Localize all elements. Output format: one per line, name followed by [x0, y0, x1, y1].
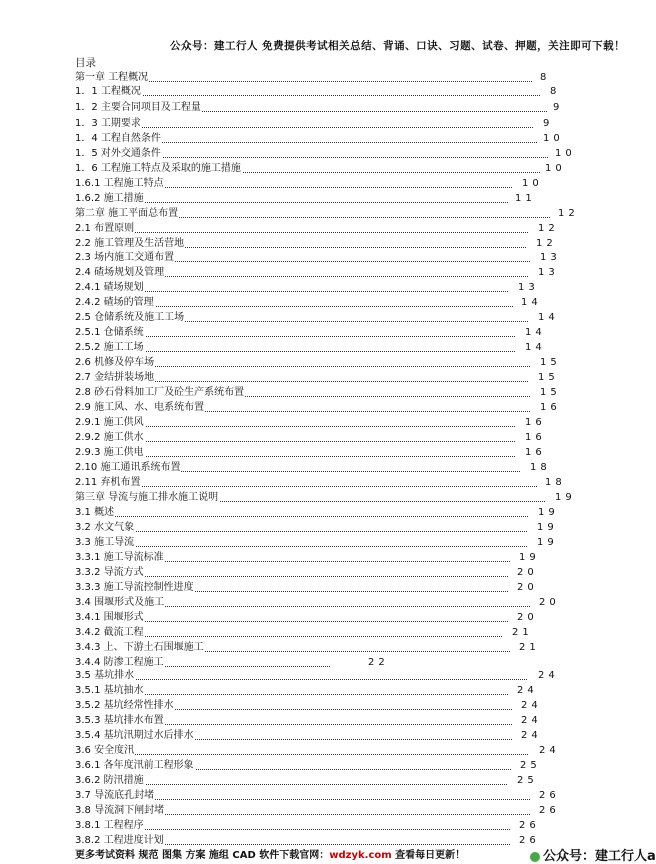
toc-entry[interactable]: [75, 370, 568, 385]
toc-entry-page: 24: [538, 670, 559, 681]
toc-entry-page: 24: [521, 730, 542, 741]
toc-entry[interactable]: [75, 236, 566, 251]
toc-entry[interactable]: [75, 803, 569, 818]
toc-entry-page: 20: [517, 582, 538, 593]
toc-entry-title: 3.4.4 防渗工程施工: [75, 657, 164, 668]
toc-entry[interactable]: [75, 100, 583, 115]
toc-entry[interactable]: [75, 116, 573, 131]
toc-entry-title: 2.5.2 施工工场: [75, 342, 144, 353]
toc-entry-page: 8: [540, 72, 551, 83]
toc-entry-page: 10: [522, 178, 543, 189]
footer-suffix: 查看每日更新！: [391, 850, 466, 861]
footer-site-link[interactable]: wdzyk.com: [329, 850, 392, 861]
toc-entry[interactable]: [75, 340, 555, 355]
page-header-notice: 公众号：建工行人 免费提供考试相关总结、背诵、口诀、习题、试卷、押题，关注即可下载！: [170, 40, 626, 52]
watermark: [530, 845, 656, 864]
toc-entry-page: 24: [521, 715, 542, 726]
toc-entry-title: 2.5 仓储系统及施工工场: [75, 312, 185, 323]
wechat-icon: [530, 852, 540, 862]
toc-entry-title: 3.5.3 基坑排水布置: [75, 715, 164, 726]
toc-entry-page: 10: [543, 133, 564, 144]
toc-entry[interactable]: [75, 400, 570, 415]
toc-entry-title: 2.10 施工通讯系统布置: [75, 462, 181, 473]
toc-entry-title: 3.6 安全度汛: [75, 745, 135, 756]
toc-entry[interactable]: [75, 161, 575, 176]
toc-entry[interactable]: [75, 131, 573, 146]
toc-entry-page: 22: [368, 657, 389, 668]
toc-entry-page: 14: [525, 327, 546, 338]
toc-entry-page: 13: [540, 252, 561, 263]
toc-entry-title: 1．4 工程自然条件: [75, 133, 161, 144]
toc-entry-title: 3.8.2 工程进度计划: [75, 835, 164, 846]
toc-entry[interactable]: [75, 445, 555, 460]
toc-entry[interactable]: [75, 818, 549, 833]
toc-entry[interactable]: [75, 430, 555, 445]
toc-entry-title: 第三章 导流与施工排水施工说明: [75, 492, 219, 503]
toc-entry-page: 24: [539, 745, 560, 756]
toc-entry-title: 3.3.1 施工导流标准: [75, 552, 164, 563]
toc-entry-page: 15: [540, 357, 561, 368]
toc-entry[interactable]: [75, 280, 548, 295]
toc-entry-page: 14: [521, 297, 542, 308]
toc-entry[interactable]: [75, 415, 555, 430]
toc-entry-page: 9: [553, 102, 564, 113]
toc-entry[interactable]: [75, 625, 542, 640]
toc-entry-title: 2.9.2 施工供水: [75, 432, 144, 443]
toc-entry-page: 20: [517, 567, 538, 578]
toc-entry[interactable]: [75, 221, 568, 236]
toc-entry[interactable]: [75, 355, 570, 370]
toc-entry-page: 19: [519, 552, 540, 563]
toc-entry-page: 26: [539, 790, 560, 801]
toc-entry-title: 第二章 施工平面总布置: [75, 208, 179, 219]
toc-entry[interactable]: [75, 595, 569, 610]
toc-entry[interactable]: [75, 250, 570, 265]
toc-entry-title: 2.7 金结拼装场地: [75, 372, 155, 383]
toc-entry[interactable]: [75, 265, 568, 280]
toc-entry-title: 3.5.1 基坑抽水: [75, 685, 144, 696]
toc-entry[interactable]: [75, 610, 547, 625]
toc-entry-page: 19: [537, 522, 558, 533]
toc-entry[interactable]: [75, 70, 570, 85]
toc-entry-page: 15: [538, 372, 559, 383]
toc-entry-title: 1.6.1 工程施工特点: [75, 178, 164, 189]
toc-entry-title: 2.1 布置原则: [75, 223, 135, 234]
toc-entry[interactable]: [75, 310, 568, 325]
toc-entry[interactable]: [75, 640, 549, 655]
toc-entry-title: 3.8.1 工程程序: [75, 820, 144, 831]
toc-entry-title: 2.6 机修及停车场: [75, 357, 155, 368]
toc-entry-title: 3.3.2 导流方式: [75, 567, 144, 578]
toc-entry-title: 1．3 工期要求: [75, 118, 141, 129]
toc-entry[interactable]: [75, 176, 552, 191]
toc-entry[interactable]: [75, 565, 547, 580]
toc-entry-page: 13: [518, 282, 539, 293]
toc-entry[interactable]: [75, 505, 568, 520]
toc-entry-page: 19: [555, 492, 576, 503]
toc-entry-page: 26: [519, 835, 540, 846]
toc-entry-page: 9: [543, 118, 554, 129]
toc-entry-title: 3.5.4 基坑汛期过水后排水: [75, 730, 194, 741]
toc-entry-page: 26: [519, 820, 540, 831]
toc-entry[interactable]: [75, 475, 575, 490]
toc-entry-page: 18: [545, 477, 566, 488]
toc-leader-dots: [75, 531, 527, 532]
toc-entry-page: 16: [540, 402, 561, 413]
toc-entry-title: 3.3 施工导流: [75, 537, 135, 548]
toc-entry[interactable]: [75, 206, 588, 221]
toc-entry[interactable]: [75, 713, 551, 728]
toc-entry-title: 3.5.2 基坑经常性排水: [75, 700, 174, 711]
toc-entry[interactable]: [75, 758, 550, 773]
toc-entry-page: 10: [545, 163, 566, 174]
toc-entry[interactable]: [75, 146, 585, 161]
toc-entry-title: 1.6.2 施工措施: [75, 193, 144, 204]
toc-entry-page: 21: [519, 642, 540, 653]
toc-entry-title: 2.9 施工风、水、电系统布置: [75, 402, 205, 413]
toc-entry-page: 12: [558, 208, 579, 219]
toc-entry-page: 16: [525, 432, 546, 443]
watermark-text: 公众号：建工行人a: [543, 849, 656, 864]
toc-entry[interactable]: [75, 580, 547, 595]
toc-entry[interactable]: [75, 191, 545, 206]
toc-entry-title: 2.4 碴场规划及管理: [75, 267, 165, 278]
toc-entry-title: 2.5.1 仓储系统: [75, 327, 144, 338]
toc-entry[interactable]: [75, 698, 551, 713]
toc-entry[interactable]: [75, 728, 551, 743]
toc-entry-title: 3.8 导流洞下闸封堵: [75, 805, 165, 816]
toc-entry[interactable]: [75, 550, 549, 565]
toc-entry-title: 3.4 围堰形式及施工: [75, 597, 165, 608]
toc-entry-title: 2.8 砂石骨料加工厂及砼生产系统布置: [75, 387, 245, 398]
toc-leader-dots: [75, 95, 540, 96]
toc-entry-page: 18: [530, 462, 551, 473]
toc-entry[interactable]: [75, 490, 585, 505]
toc-entry[interactable]: [75, 668, 568, 683]
toc-entry-title: 2.3 场内施工交通布置: [75, 252, 175, 263]
toc-entry-page: 13: [538, 267, 559, 278]
toc-entry-page: 24: [521, 700, 542, 711]
toc-entry-page: 20: [517, 612, 538, 623]
toc-entry-page: 8: [550, 86, 561, 97]
toc-entry-page: 19: [538, 507, 559, 518]
toc-entry[interactable]: [75, 385, 570, 400]
toc-heading: 目录: [75, 57, 96, 69]
toc-entry-title: 1．6 工程施工特点及采取的施工措施: [75, 163, 241, 174]
toc-entry-page: 16: [525, 447, 546, 458]
toc-entry-title: 1．1 工程概况: [75, 86, 141, 97]
toc-entry-page: 24: [517, 685, 538, 696]
toc-entry-page: 12: [536, 238, 557, 249]
toc-entry-page: 10: [555, 148, 576, 159]
toc-entry[interactable]: [75, 460, 560, 475]
toc-entry[interactable]: [75, 535, 567, 550]
toc-leader-dots: [75, 516, 528, 517]
toc-entry-page: 15: [540, 387, 561, 398]
toc-entry[interactable]: [75, 743, 569, 758]
toc-entry-title: 3.1 概述: [75, 507, 115, 518]
toc-leader-dots: [75, 232, 528, 233]
toc-entry-page: 25: [517, 775, 538, 786]
footer-text: 更多考试资料 规范 图集 方案 施组 CAD 软件下载官网：: [75, 850, 330, 861]
toc-entry-title: 2.9.3 施工供电: [75, 447, 144, 458]
toc-entry-title: 2.4.1 碴场规划: [75, 282, 144, 293]
toc-leader-dots: [75, 546, 527, 547]
toc-leader-dots: [75, 679, 527, 680]
toc-entry-page: 21: [512, 627, 533, 638]
toc-entry[interactable]: [75, 520, 567, 535]
toc-entry[interactable]: [75, 84, 580, 99]
toc-entry-page: 19: [537, 537, 558, 548]
toc-entry-page: 11: [515, 193, 536, 204]
toc-entry-title: 3.6.1 各年度汛前工程形象: [75, 760, 194, 771]
toc-entry-title: 3.4.1 围堰形式: [75, 612, 144, 623]
toc-entry[interactable]: [75, 295, 551, 310]
toc-entry-title: 3.3.3 施工导流控制性进度: [75, 582, 194, 593]
toc-entry[interactable]: [75, 325, 555, 340]
toc-entry-page: 26: [539, 805, 560, 816]
toc-entry-page: 20: [539, 597, 560, 608]
toc-entry-title: 2.2 施工管理及生活营地: [75, 238, 185, 249]
toc-leader-dots: [75, 754, 528, 755]
page-footer: [75, 846, 465, 861]
toc-leader-dots: [75, 127, 533, 128]
toc-entry-title: 3.4.2 截流工程: [75, 627, 144, 638]
toc-entry[interactable]: [75, 683, 547, 698]
toc-entry-title: 3.7 导流底孔封堵: [75, 790, 155, 801]
toc-entry-page: 14: [525, 342, 546, 353]
toc-entry[interactable]: [75, 773, 547, 788]
toc-entry-page: 25: [520, 760, 541, 771]
toc-entry[interactable]: [75, 788, 569, 803]
toc-entry-title: 3.4.3 上、下游土石围堰施工: [75, 642, 204, 653]
toc-entry-page: 16: [525, 417, 546, 428]
toc-entry-title: 3.2 水文气象: [75, 522, 135, 533]
toc-entry-title: 2.11 弃机布置: [75, 477, 141, 488]
toc-entry-title: 第一章 工程概况: [75, 72, 149, 83]
toc-entry-page: 12: [538, 223, 559, 234]
toc-leader-dots: [75, 486, 537, 487]
toc-entry-title: 2.4.2 碴场的管理: [75, 297, 154, 308]
toc-entry-title: 2.9.1 施工供风: [75, 417, 144, 428]
toc-entry-title: 3.6.2 防汛措施: [75, 775, 144, 786]
toc-entry-title: 3.5 基坑排水: [75, 670, 135, 681]
toc-entry-title: 1．5 对外交通条件: [75, 148, 161, 159]
toc-entry-page: 14: [538, 312, 559, 323]
toc-entry-title: 1．2 主要合同项目及工程量: [75, 102, 201, 113]
